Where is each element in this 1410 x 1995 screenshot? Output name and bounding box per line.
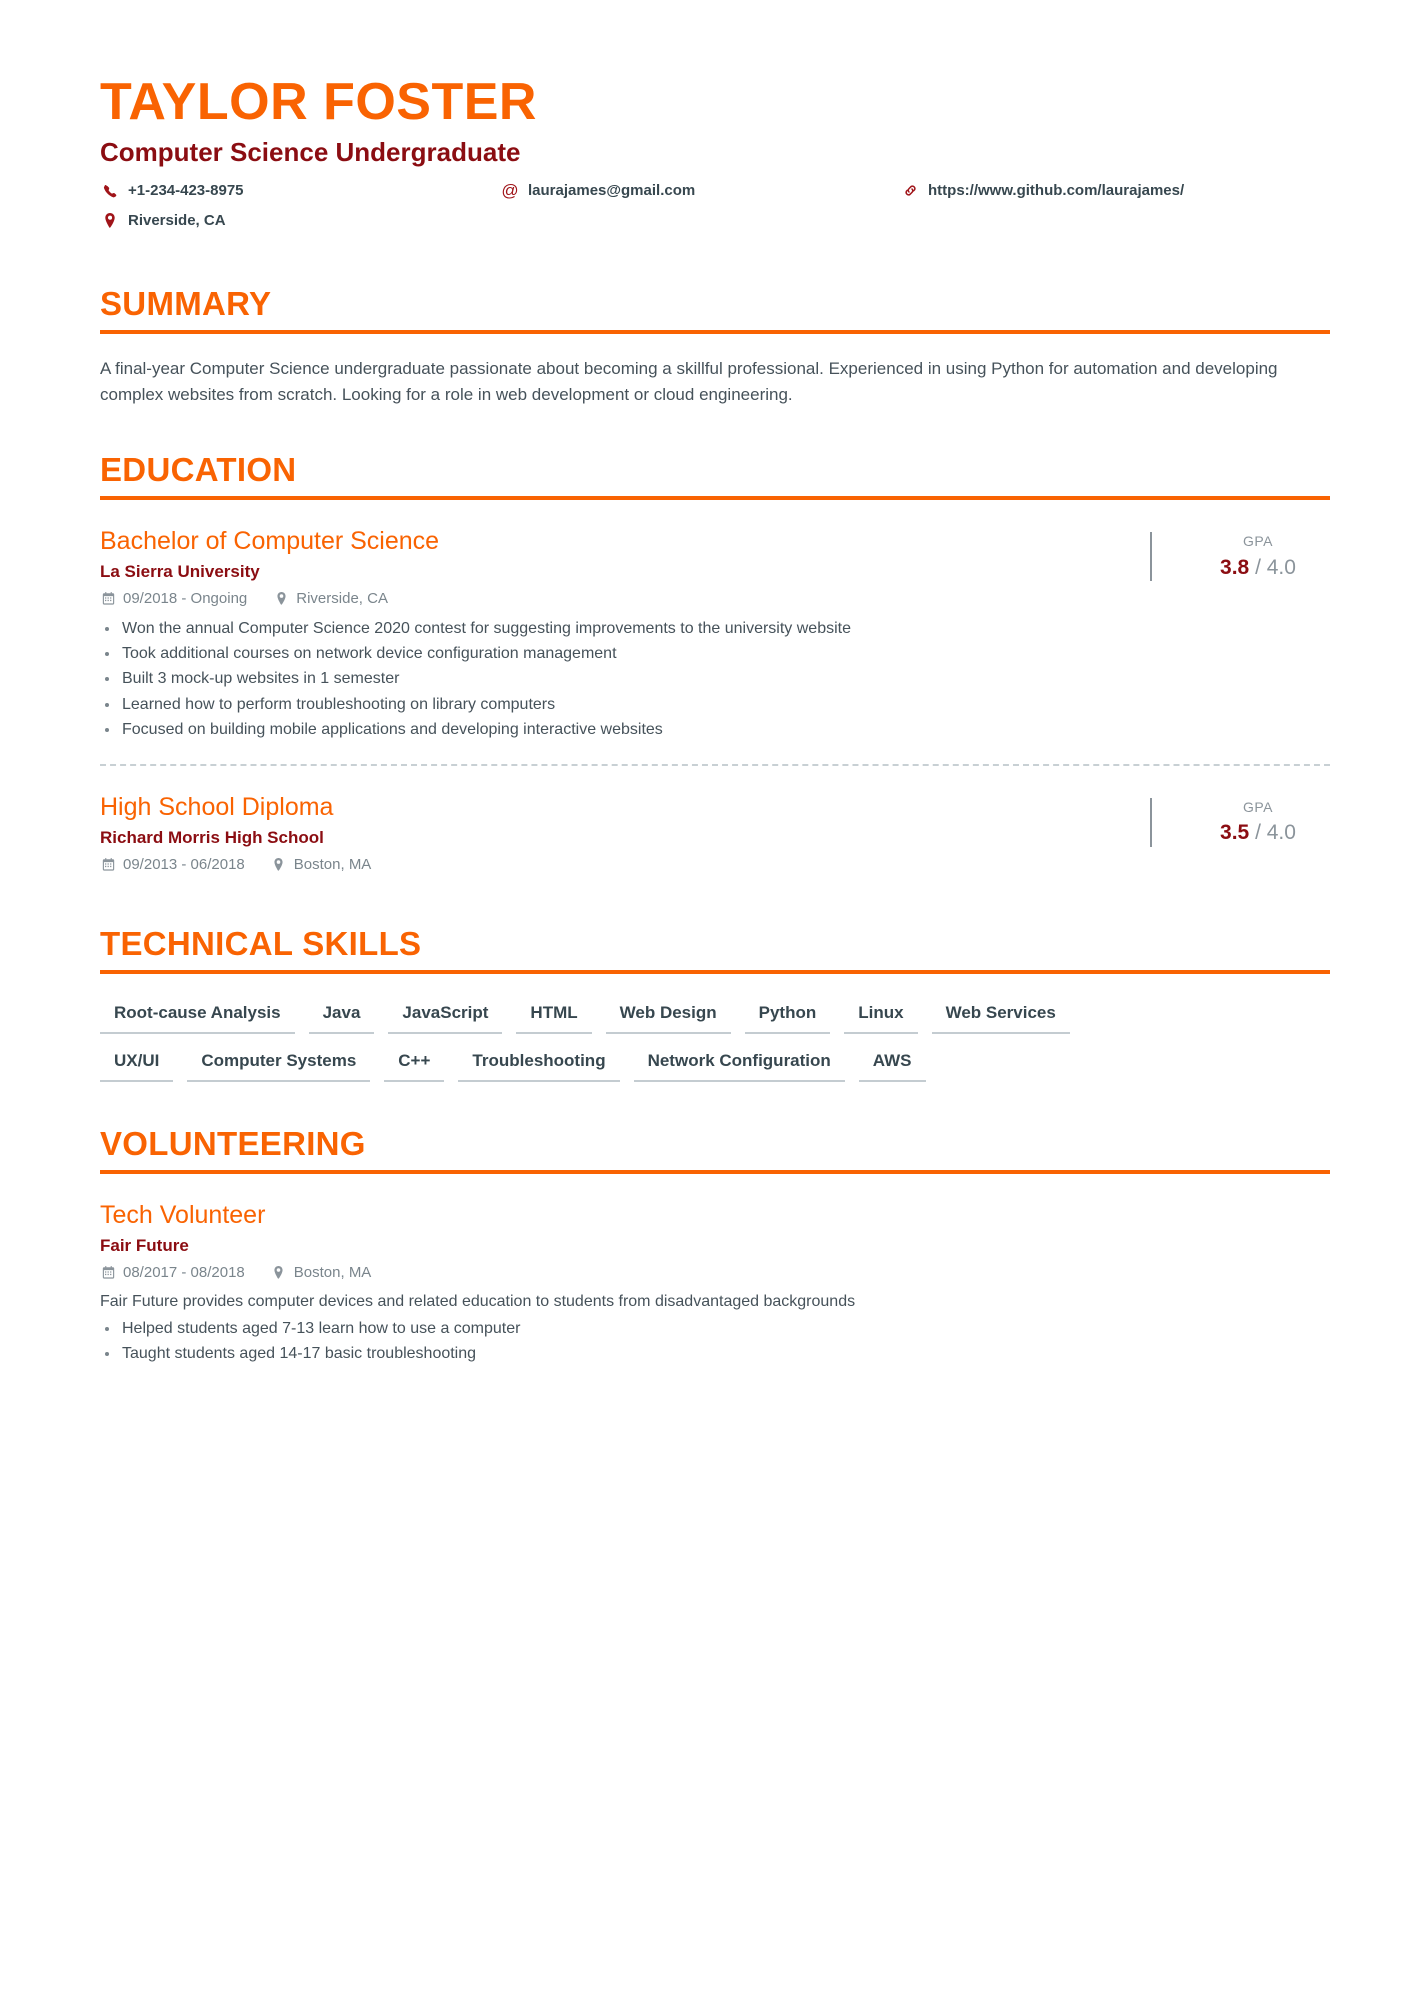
candidate-job-title: Computer Science Undergraduate — [100, 136, 521, 167]
volunteering-entry — [100, 1200, 1330, 1366]
list-item: Helped students aged 7-13 learn how to use a computer — [100, 1316, 1310, 1341]
volunteering-location — [271, 1264, 372, 1281]
skill-row — [100, 1000, 1330, 1034]
education-location — [271, 856, 372, 873]
gpa-score: 3.8 — [1220, 555, 1250, 579]
skill-chip: Web Design — [606, 1000, 731, 1034]
entry-divider — [100, 764, 1330, 766]
section-title-volunteering: VOLUNTEERING — [100, 1124, 366, 1162]
volunteering-location-value: Boston, MA — [293, 1263, 372, 1281]
volunteering-meta — [100, 1264, 1310, 1281]
education-bullets — [100, 616, 1130, 742]
education-degree: Bachelor of Computer Science — [100, 527, 440, 556]
education-location-value: Riverside, CA — [296, 589, 388, 607]
link-icon — [900, 183, 920, 199]
gpa-value — [1186, 554, 1330, 581]
section-rule-summary — [100, 330, 1330, 334]
section-title-skills: TECHNICAL SKILLS — [100, 924, 422, 962]
location-pin-icon — [273, 590, 289, 606]
education-entry-main — [100, 792, 1150, 881]
resume-header — [100, 75, 1330, 242]
education-dates — [100, 856, 245, 873]
contact-email[interactable] — [500, 182, 900, 199]
section-title-education: EDUCATION — [100, 451, 297, 489]
education-gpa — [1150, 798, 1330, 846]
section-summary — [100, 286, 1330, 408]
list-item: Taught students aged 14-17 basic troubleshooting — [100, 1341, 1310, 1366]
summary-text: A final-year Computer Science undergraduate passionate about becoming a skillful professional. Experienced in using Python for automation and developing complex websites from scratch. Looking for a role in web development or cloud engineering. — [100, 359, 1278, 405]
contact-website[interactable] — [900, 182, 1280, 199]
education-degree: High School Diploma — [100, 793, 334, 822]
candidate-name: TAYLOR FOSTER — [100, 73, 537, 131]
contact-website-value: https://www.github.com/laurajames/ — [928, 182, 1185, 200]
skill-chip: JavaScript — [388, 1000, 502, 1034]
section-rule-education — [100, 496, 1330, 500]
calendar-icon — [100, 1264, 116, 1280]
education-gpa — [1150, 532, 1330, 580]
volunteering-entry-main — [100, 1200, 1330, 1366]
gpa-label: GPA — [1242, 799, 1274, 816]
location-pin-icon — [271, 1264, 287, 1280]
section-rule-skills — [100, 970, 1330, 974]
gpa-scale: / 4.0 — [1255, 555, 1296, 579]
skill-chip: HTML — [516, 1000, 591, 1034]
section-title-summary: SUMMARY — [100, 285, 272, 323]
education-entry — [100, 792, 1330, 881]
contact-email-value: laurajames@gmail.com — [528, 182, 696, 200]
volunteering-dates-value: 08/2017 - 08/2018 — [123, 1263, 245, 1281]
education-meta — [100, 856, 1130, 873]
education-dates-value: 09/2018 - Ongoing — [123, 589, 248, 607]
education-dates-value: 09/2013 - 06/2018 — [123, 855, 245, 873]
gpa-value — [1186, 819, 1330, 846]
volunteering-bullets — [100, 1316, 1310, 1367]
section-volunteering — [100, 1126, 1330, 1366]
education-location-value: Boston, MA — [293, 855, 372, 873]
section-technical-skills — [100, 926, 1330, 1082]
email-icon: @ — [501, 181, 519, 201]
gpa-scale: / 4.0 — [1255, 821, 1296, 845]
location-icon — [100, 213, 120, 229]
education-institution: La Sierra University — [100, 562, 260, 582]
skill-chip: Linux — [844, 1000, 917, 1034]
skill-chip: C++ — [384, 1048, 444, 1082]
contact-location[interactable] — [100, 212, 500, 229]
skill-chip: AWS — [859, 1048, 926, 1082]
contact-phone[interactable] — [100, 182, 500, 199]
education-meta — [100, 590, 1130, 607]
calendar-icon — [100, 590, 116, 606]
location-pin-icon — [271, 856, 287, 872]
list-item: Focused on building mobile applications and developing interactive websites — [100, 717, 1130, 742]
list-item: Took additional courses on network device configuration management — [100, 641, 1130, 666]
skill-row — [100, 1048, 1330, 1082]
gpa-label: GPA — [1242, 533, 1274, 550]
gpa-score: 3.5 — [1220, 821, 1250, 845]
volunteering-organization: Fair Future — [100, 1236, 189, 1256]
volunteering-description: Fair Future provides computer devices and related education to students from disadvantaged backgrounds — [100, 1292, 856, 1310]
skill-chip: Web Services — [932, 1000, 1070, 1034]
contact-info — [100, 182, 1280, 242]
skill-chip: Troubleshooting — [458, 1048, 619, 1082]
list-item: Built 3 mock-up websites in 1 semester — [100, 666, 1130, 691]
contact-location-value: Riverside, CA — [128, 212, 226, 230]
section-rule-volunteering — [100, 1170, 1330, 1174]
volunteering-role: Tech Volunteer — [100, 1201, 266, 1230]
calendar-icon — [100, 856, 116, 872]
skill-chip: Network Configuration — [634, 1048, 845, 1082]
volunteering-dates — [100, 1264, 245, 1281]
skill-chip: Root-cause Analysis — [100, 1000, 295, 1034]
skill-chip: UX/UI — [100, 1048, 173, 1082]
education-entry — [100, 526, 1330, 742]
skill-chip: Computer Systems — [187, 1048, 370, 1082]
skill-chip: Python — [745, 1000, 831, 1034]
contact-phone-value: +1-234-423-8975 — [128, 182, 244, 200]
education-entry-main — [100, 526, 1150, 742]
education-location — [273, 590, 388, 607]
education-dates — [100, 590, 247, 607]
skill-chip: Java — [309, 1000, 375, 1034]
list-item: Won the annual Computer Science 2020 contest for suggesting improvements to the university website — [100, 616, 1130, 641]
education-institution: Richard Morris High School — [100, 828, 324, 848]
section-education — [100, 452, 1330, 881]
skills-list — [100, 1000, 1330, 1082]
phone-icon — [100, 183, 120, 199]
list-item: Learned how to perform troubleshooting on library computers — [100, 692, 1130, 717]
